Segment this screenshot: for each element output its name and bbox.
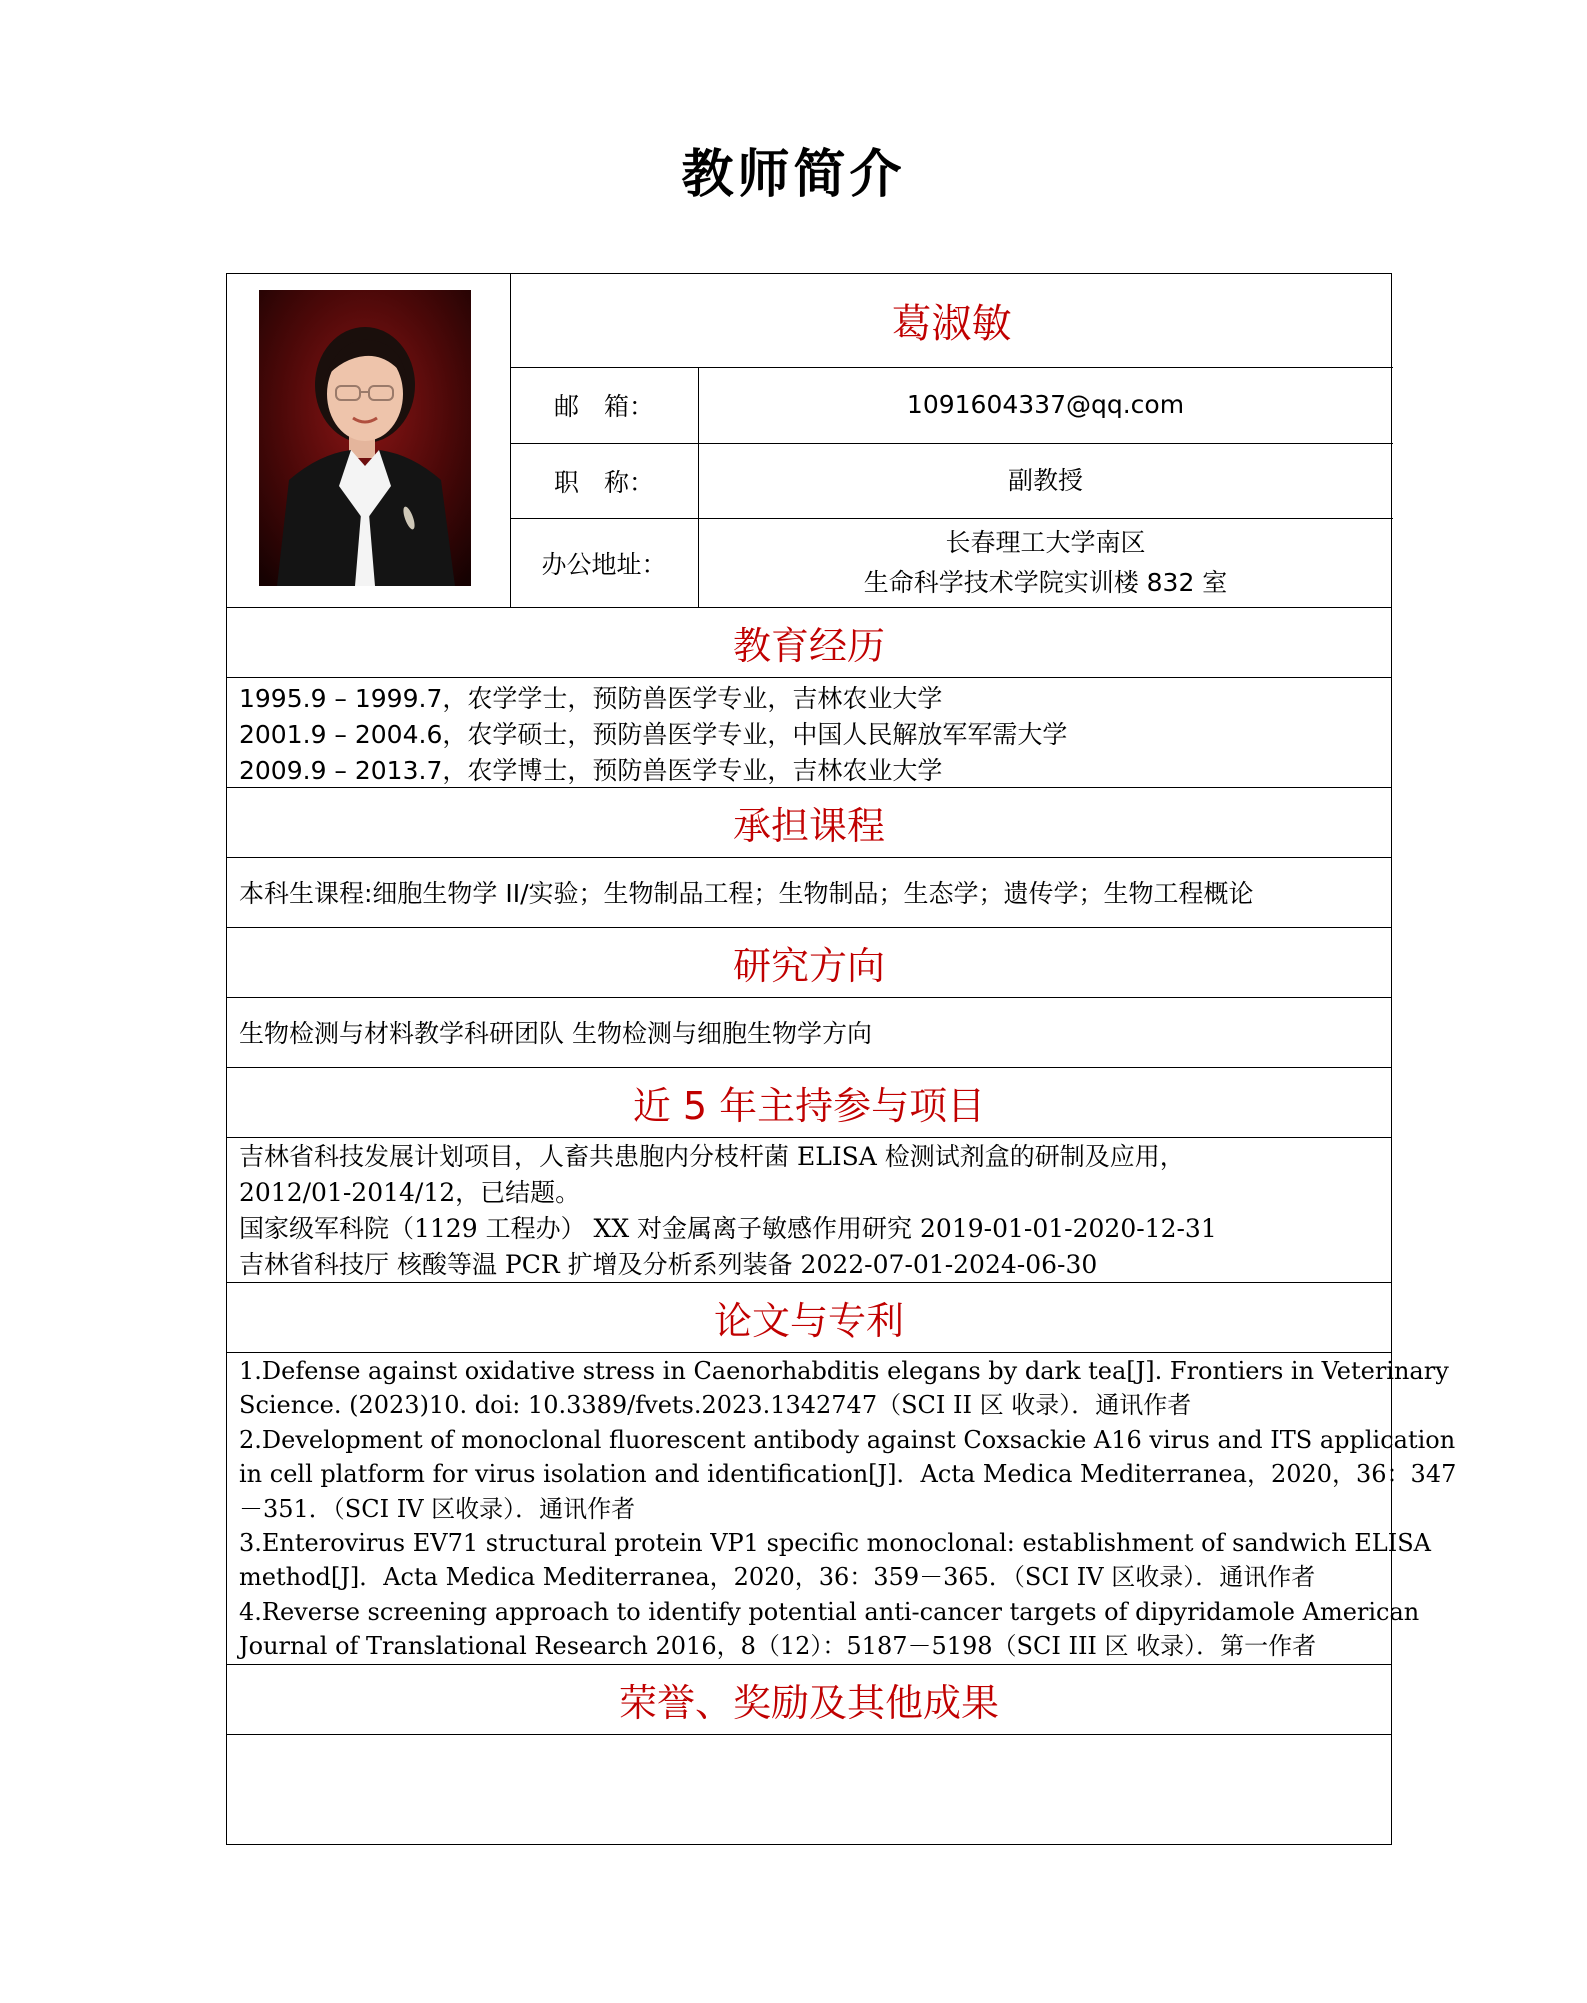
education-list	[227, 677, 1391, 787]
honors-body	[227, 1734, 1391, 1844]
education-item: 2009.9 – 2013.7，农学博士，预防兽医学专业，吉林农业大学	[239, 756, 943, 785]
teacher-name: 葛淑敏	[891, 301, 1012, 347]
page-title: 教师简介	[681, 145, 906, 205]
paper-line: 1.Defense against oxidative stress in Caenorhabditis elegans by dark tea[J]. Frontiers in Veterinary	[239, 1357, 1449, 1385]
projects-list	[227, 1137, 1391, 1282]
project-item: 吉林省科技厅 核酸等温 PCR 扩增及分析系列装备 2022-07-01-2024-06-30	[239, 1250, 1098, 1279]
profile-photo	[259, 290, 471, 586]
papers-heading: 论文与专利	[713, 1298, 904, 1343]
project-item: 国家级军科院（1129 工程办） XX 对金属离子敏感作用研究 2019-01-01-2020-12-31	[239, 1214, 1217, 1243]
paper-line: 3.Enterovirus EV71 structural protein VP1 specific monoclonal: establishment of sandwich ELISA	[239, 1529, 1431, 1558]
photo-cell	[227, 274, 510, 607]
job-title-value	[698, 443, 1393, 518]
profile-table	[226, 273, 1457, 1845]
email-text: 1091604337@qq.com	[906, 390, 1185, 419]
office-value	[698, 518, 1393, 607]
courses-text: 本科生课程:细胞生物学 II/实验；生物制品工程；生物制品；生态学；遗传学；生物工程概论	[239, 879, 1254, 908]
office-line-1: 长春理工大学南区	[945, 527, 1146, 557]
courses-body	[227, 857, 1391, 927]
office-line-2: 生命科学技术学院实训楼 832 室	[863, 567, 1228, 597]
job-title-text: 副教授	[1007, 465, 1083, 495]
project-item: 吉林省科技发展计划项目，人畜共患胞内分枝杆菌 ELISA 检测试剂盒的研制及应用，	[239, 1142, 1185, 1171]
research-body	[227, 997, 1391, 1067]
research-text: 生物检测与材料教学科研团队 生物检测与细胞生物学方向	[239, 1019, 872, 1048]
email-value	[698, 367, 1393, 443]
paper-line: in cell platform for virus isolation and identification[J]．Acta Medica Mediterranea，2020，36：347	[239, 1460, 1457, 1489]
paper-line: Science. (2023)10. doi: 10.3389/fvets.2023.1342747（SCI II 区 收录）．通讯作者	[239, 1391, 1192, 1420]
papers-list	[227, 1352, 1457, 1664]
honors-heading: 荣誉、奖励及其他成果	[618, 1680, 999, 1725]
project-item: 2012/01-2014/12，已结题。	[239, 1178, 581, 1207]
paper-line: －351．（SCI IV 区收录）．通讯作者	[239, 1494, 636, 1523]
courses-heading: 承担课程	[732, 803, 885, 848]
education-item: 1995.9 – 1999.7，农学学士，预防兽医学专业，吉林农业大学	[239, 684, 943, 713]
job-title-label: 职 称：	[553, 467, 654, 497]
research-heading: 研究方向	[732, 943, 885, 988]
projects-heading: 近 5 年主持参与项目	[632, 1083, 986, 1128]
email-label: 邮 箱：	[553, 392, 654, 421]
paper-line: Journal of Translational Research 2016，8（12）：5187－5198（SCI III 区 收录）．第一作者	[239, 1632, 1317, 1661]
paper-line: 2.Development of monoclonal fluorescent antibody against Coxsackie A16 virus and ITS application	[239, 1425, 1456, 1454]
paper-line: 4.Reverse screening approach to identify potential anti-cancer targets of dipyridamole American	[239, 1597, 1420, 1626]
paper-line: method[J]．Acta Medica Mediterranea，2020，36：359－365．（SCI IV 区收录）．通讯作者	[239, 1563, 1316, 1592]
office-label: 办公地址：	[541, 549, 667, 579]
education-heading: 教育经历	[732, 623, 885, 668]
education-item: 2001.9 – 2004.6，农学硕士，预防兽医学专业，中国人民解放军军需大学	[239, 720, 1068, 749]
